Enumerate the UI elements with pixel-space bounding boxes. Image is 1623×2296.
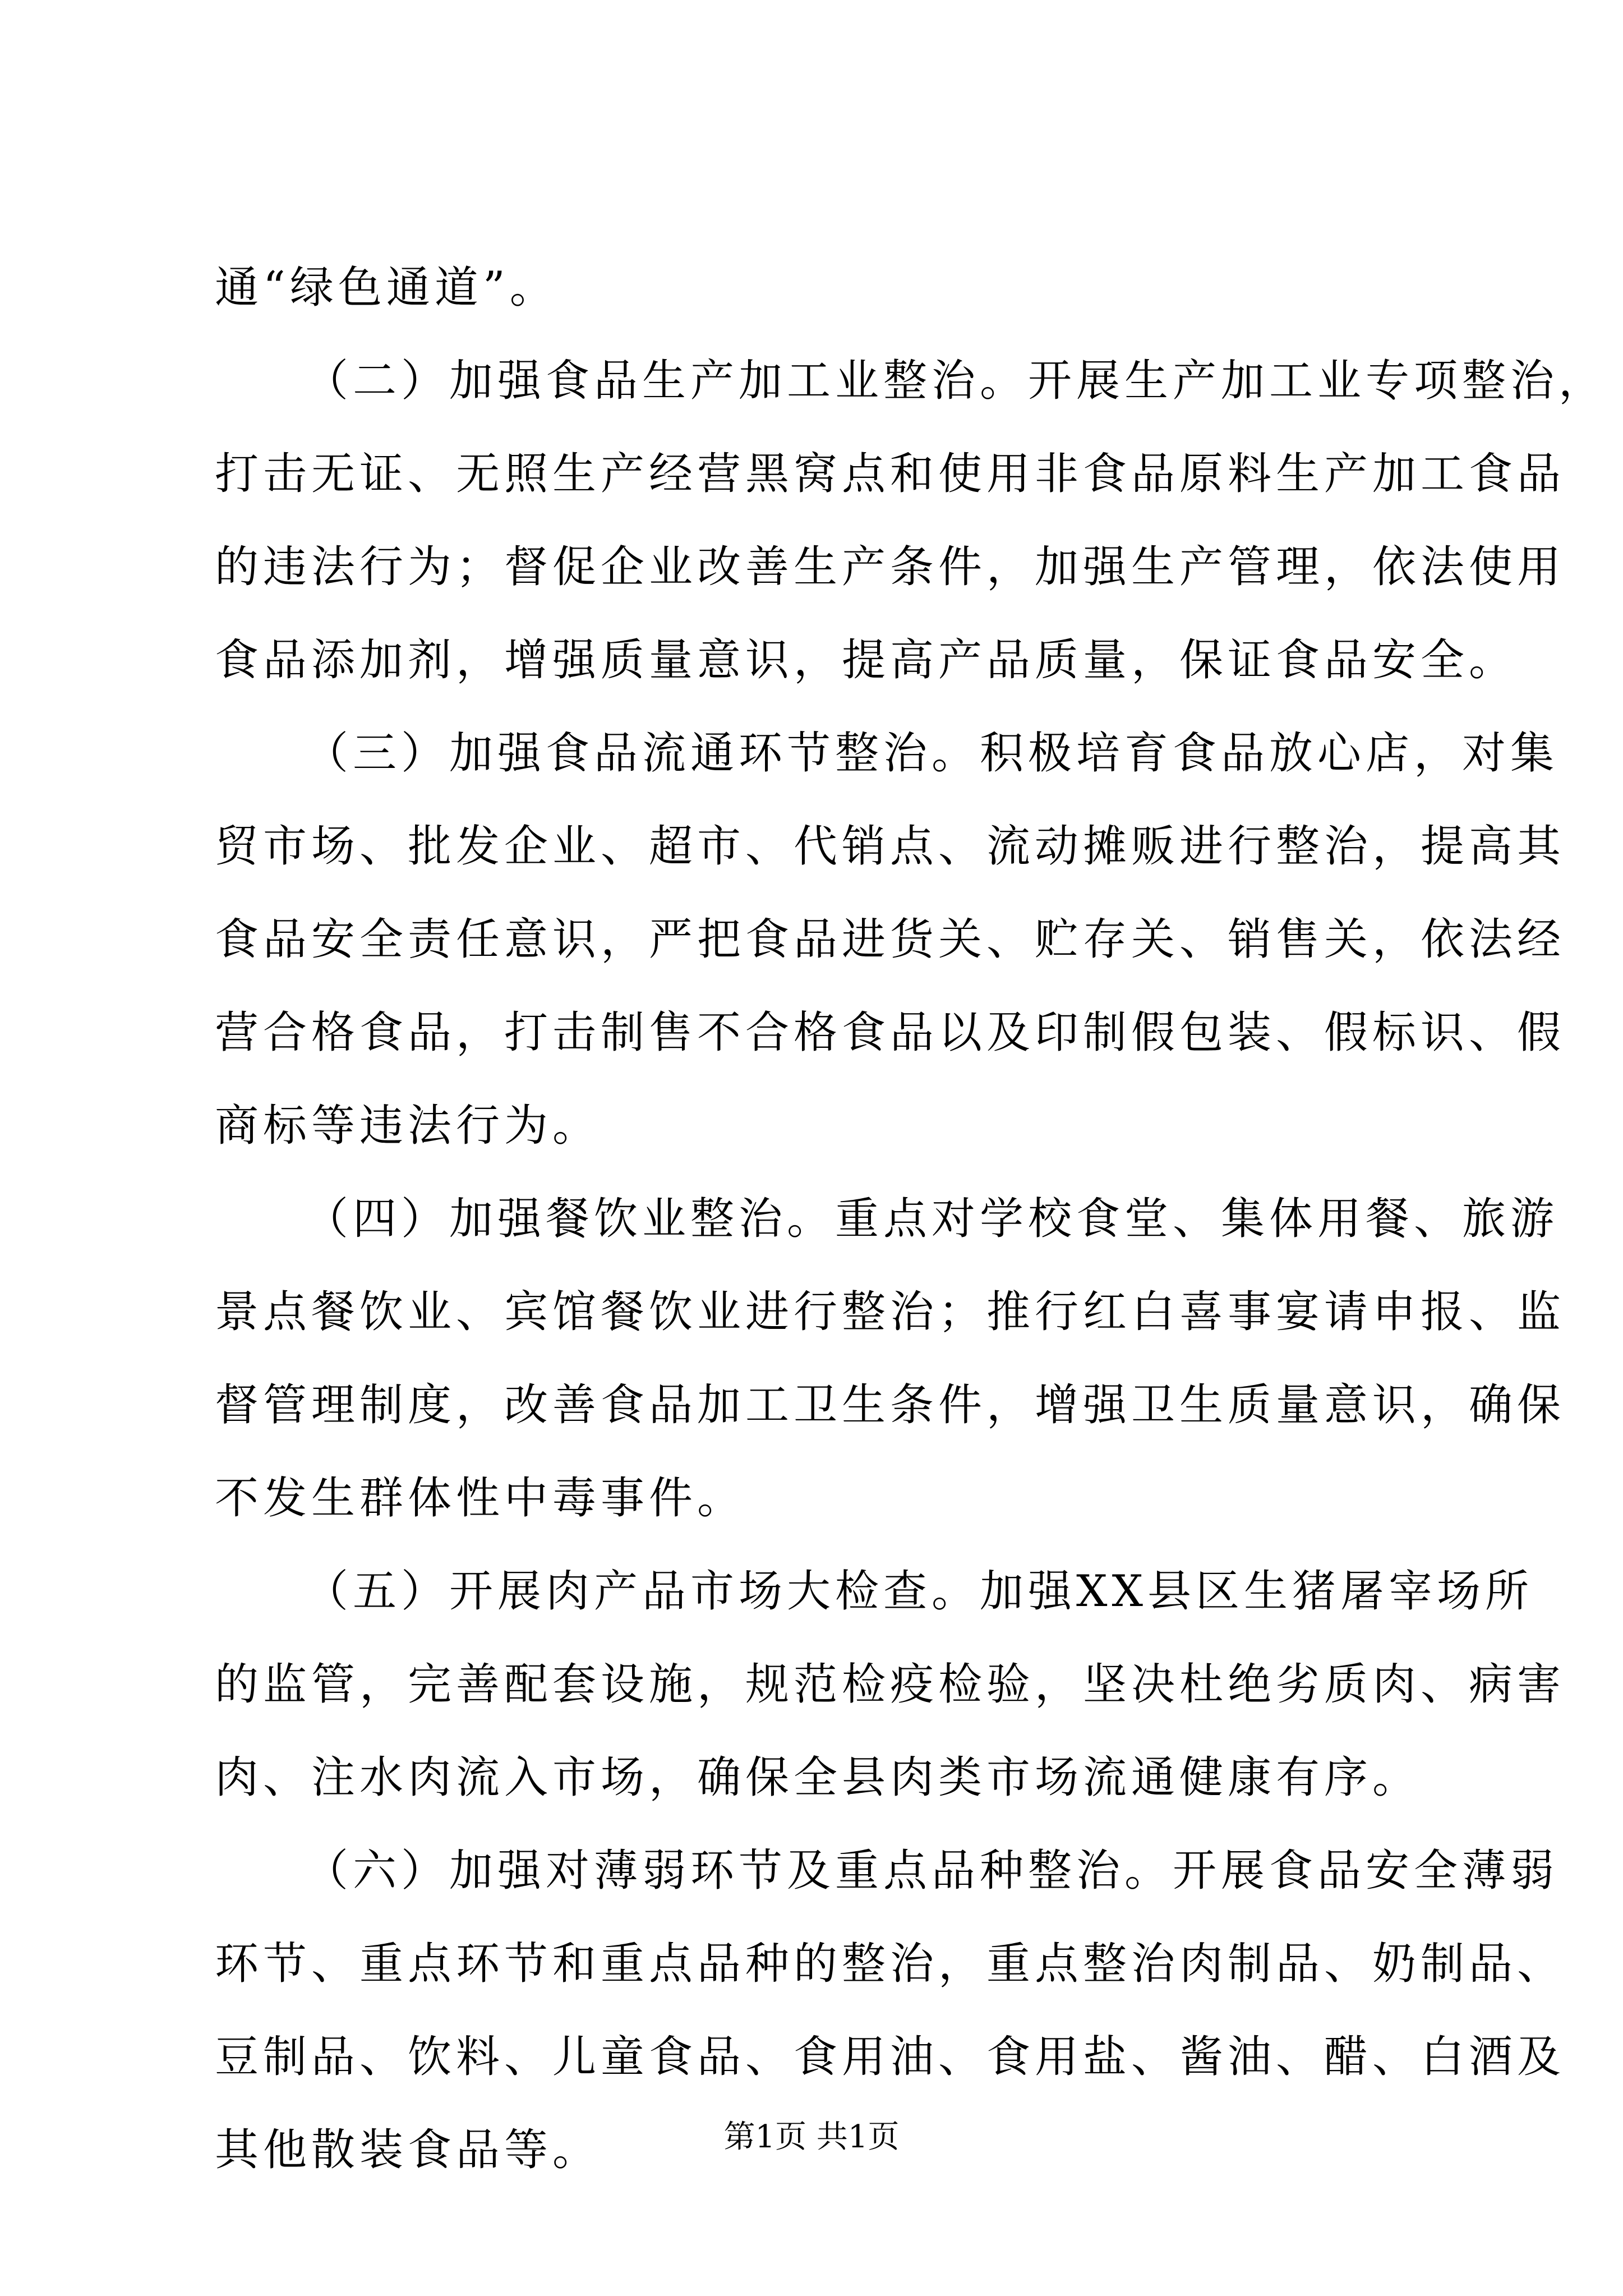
text-line: 通“绿色通道”。 [215, 263, 558, 313]
paragraph-heading-4: （四）加强餐饮业整治。重点对学校食堂、集体用餐、旅游 [305, 1194, 1559, 1244]
text-line: 的监管，完善配套设施，规范检疫检验，坚决杜绝劣质肉、病害 [215, 1659, 1566, 1710]
paragraph-heading-5: （五）开展肉产品市场大检查。加强XX县区生猪屠宰场所 [305, 1566, 1534, 1617]
text-line: 肉、注水肉流入市场，确保全县肉类市场流通健康有序。 [215, 1752, 1421, 1803]
text-line: 食品安全责任意识，严把食品进货关、贮存关、销售关，依法经 [215, 914, 1566, 965]
paragraph-heading-6: （六）加强对薄弱环节及重点品种整治。开展食品安全薄弱 [305, 1846, 1559, 1896]
document-body [215, 263, 1607, 2219]
text-line: 其他散装食品等。 [215, 2125, 601, 2175]
text-line: 商标等违法行为。 [215, 1101, 601, 1151]
text-line: 豆制品、饮料、儿童食品、食用油、食用盐、酱油、醋、白酒及 [215, 2032, 1566, 2082]
paragraph-heading-2: （二）加强食品生产加工业整治。开展生产加工业专项整治， [305, 356, 1607, 406]
paragraph-heading-3: （三）加强食品流通环节整治。积极培育食品放心店，对集 [305, 728, 1559, 779]
text-line: 食品添加剂，增强质量意识，提高产品质量，保证食品安全。 [215, 635, 1518, 685]
text-line: 督管理制度，改善食品加工卫生条件，增强卫生质量意识，确保 [215, 1380, 1566, 1430]
text-line: 不发生群体性中毒事件。 [215, 1473, 746, 1524]
page-footer: 第1页 共1页 [723, 2119, 900, 2155]
text-line: 贸市场、批发企业、超市、代销点、流动摊贩进行整治，提高其 [215, 821, 1566, 872]
text-line: 打击无证、无照生产经营黑窝点和使用非食品原料生产加工食品 [215, 449, 1566, 499]
text-line: 营合格食品，打击制售不合格食品以及印制假包装、假标识、假 [215, 1007, 1566, 1058]
text-line: 环节、重点环节和重点品种的整治，重点整治肉制品、奶制品、 [215, 1939, 1566, 1989]
text-line: 的违法行为；督促企业改善生产条件，加强生产管理，依法使用 [215, 542, 1566, 592]
text-line: 景点餐饮业、宾馆餐饮业进行整治；推行红白喜事宴请申报、监 [215, 1287, 1566, 1337]
